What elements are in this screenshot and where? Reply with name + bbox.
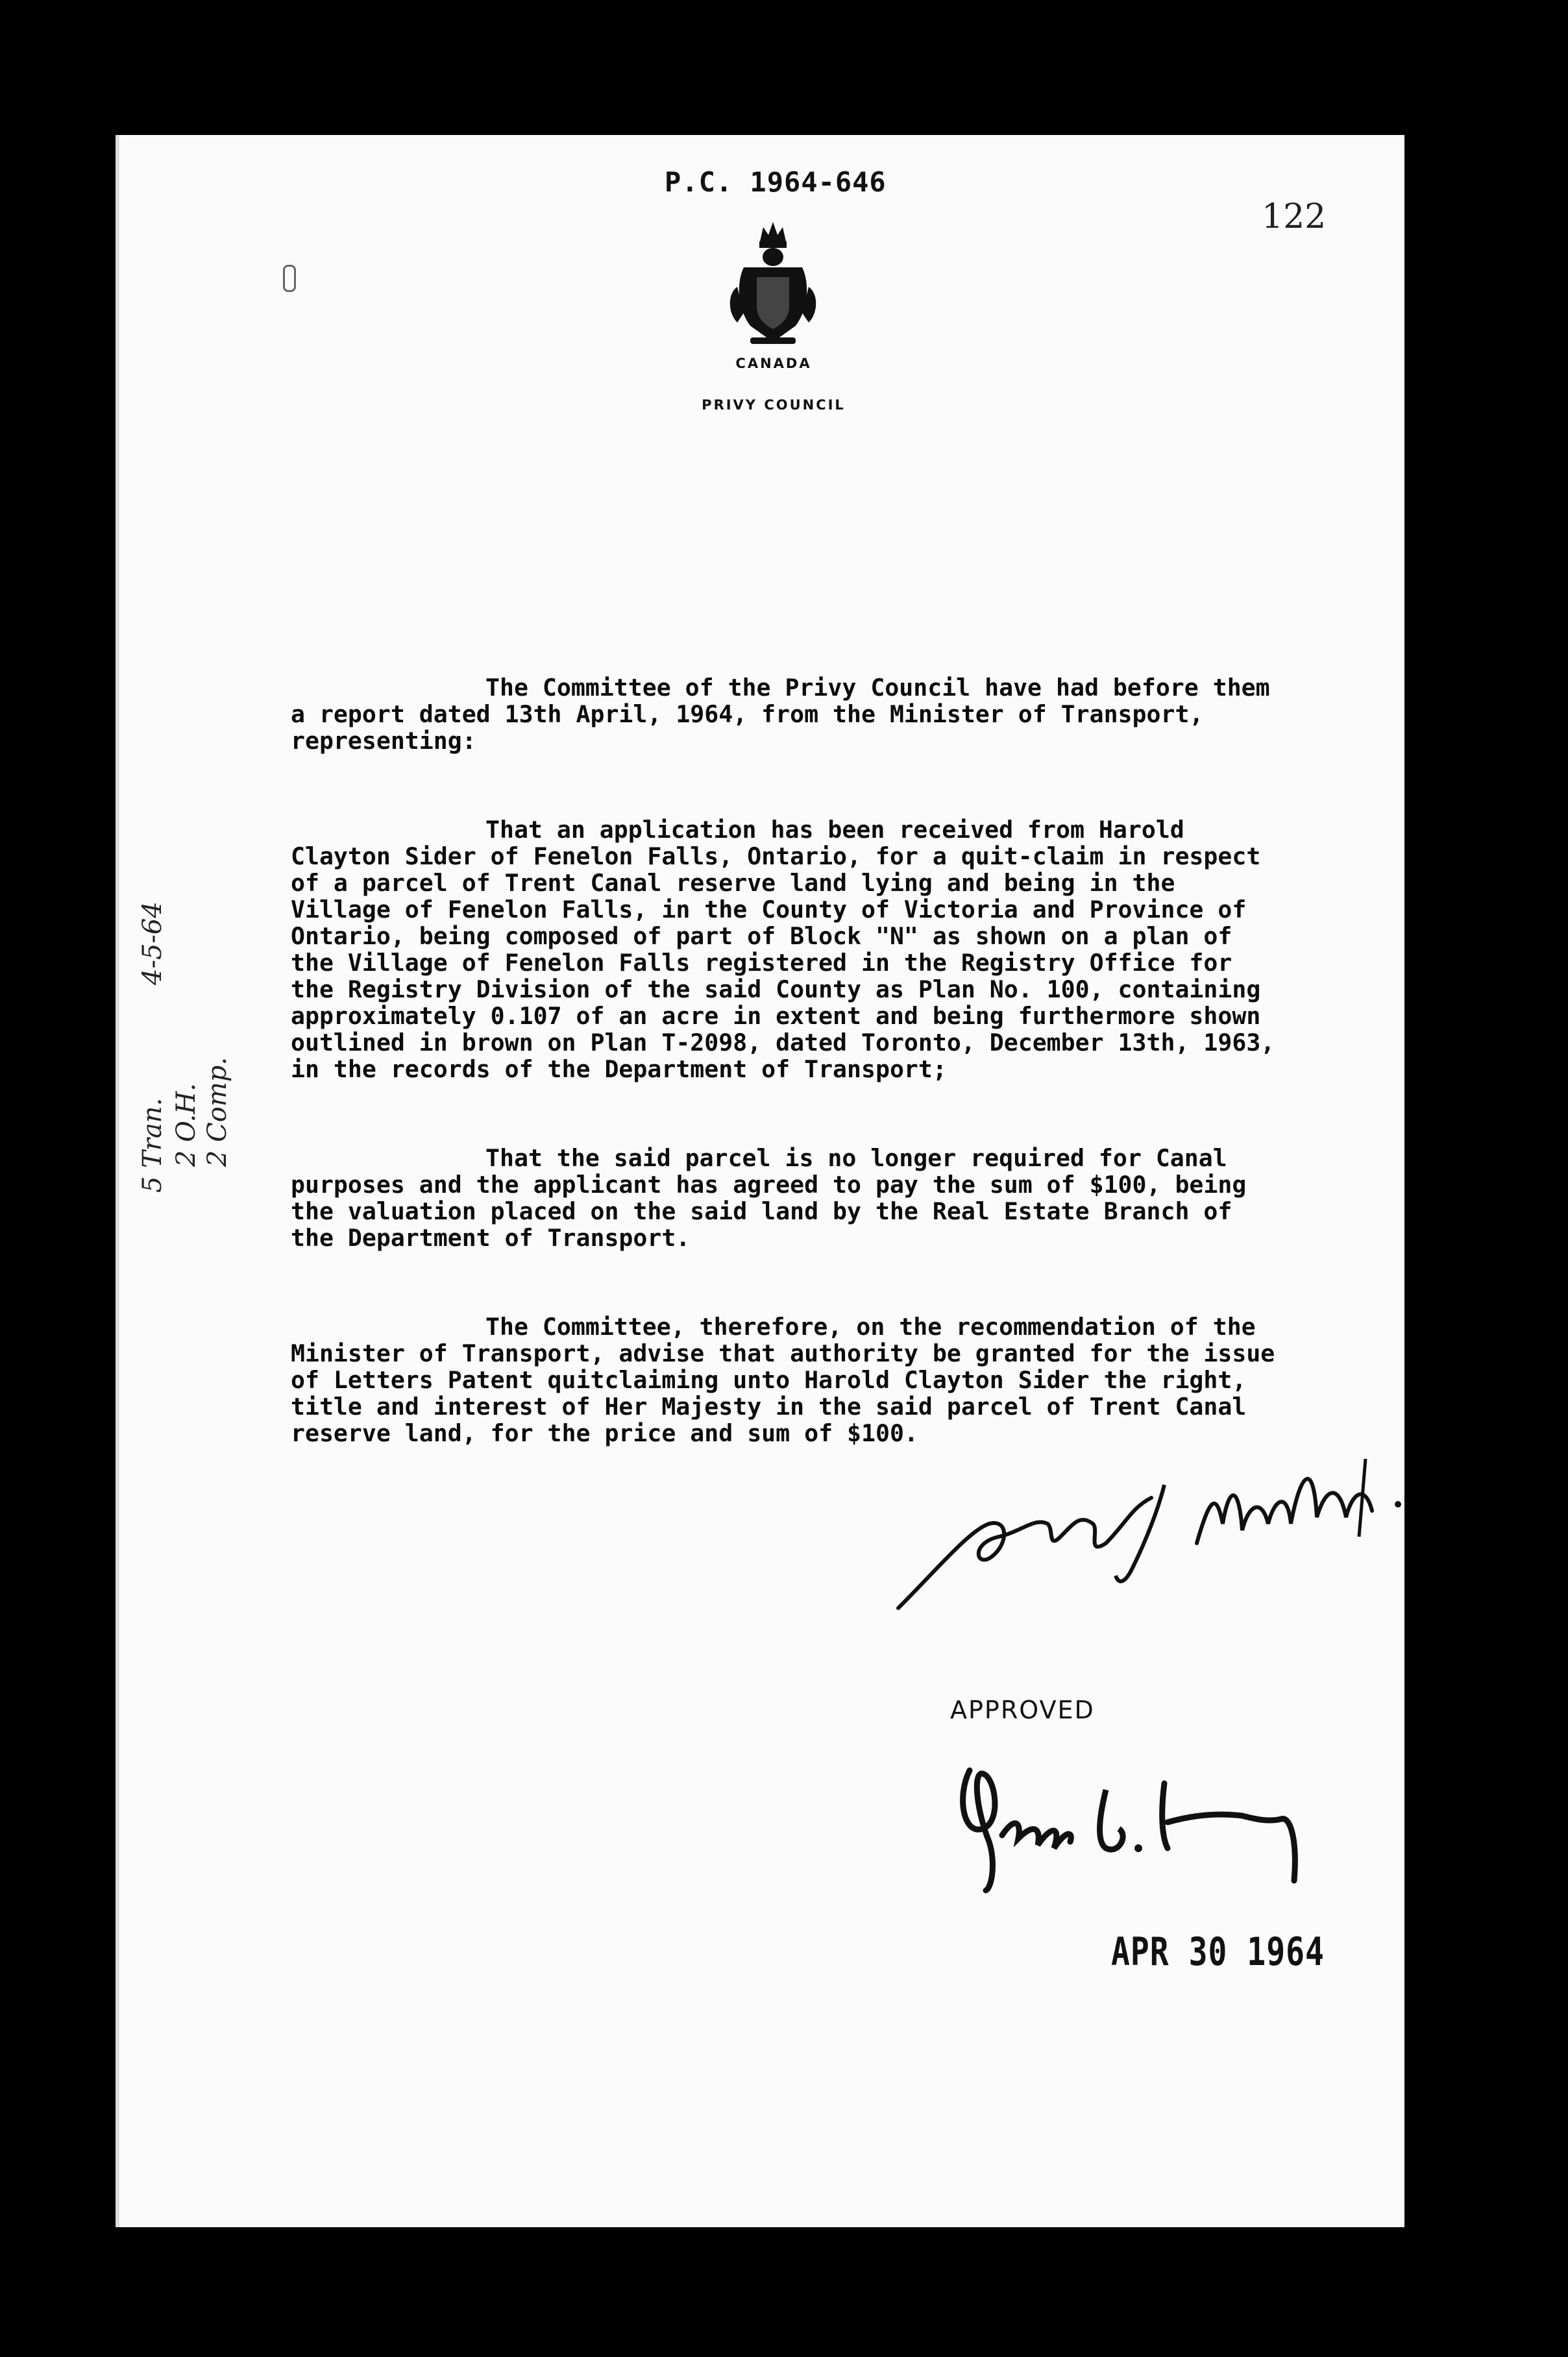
margin-distribution-note [132,836,230,1199]
canada-coat-of-arms-icon [724,215,822,348]
margin-note-line-3: 2 Comp. [202,1056,232,1167]
order-in-council-number: P.C. 1964-646 [665,166,887,198]
paragraph-intro: The Committee of the Privy Council have had before them a report dated 13th April, 1964, from the Minister of Transport, representing: [291,674,1270,755]
approved-label: APPROVED [950,1696,1095,1724]
paragraph-parcel: That the said parcel is no longer required for Canal purposes and the applicant has agreed to pay the sum of $100, being the valuation placed on the said land by the Real Estate Branch of the Department of Transport. [291,1144,1247,1252]
paragraph-recommendation: The Committee, therefore, on the recommendation of the Minister of Transport, advise that authority be granted for the issue of Letters Patent quitclaiming unto Harold Clayton Sider the right, title and interest of Her Majesty in the said parcel of Trent Canal reserve land, for the price and sum of $100. [291,1313,1275,1447]
punch-hole-mark [283,265,296,292]
office-heading: PRIVY COUNCIL [702,397,846,413]
country-heading: CANADA [735,356,812,371]
clerk-signature [859,1446,1417,1615]
margin-note-line-1: 5 Tran. [138,1097,167,1193]
order-body [291,648,1277,1509]
margin-note-line-2: 2 O.H. [171,1083,201,1167]
approver-signature [944,1751,1307,1894]
document-page [116,135,1404,2227]
margin-note-date: 4-5-64 [138,901,167,985]
page-number: 122 [1262,197,1327,236]
paragraph-application: That an application has been received from Harold Clayton Sider of Fenelon Falls, Ontario, for a quit-claim in respect of a parcel of Trent Canal reserve land lying and being in the Village of Fenelon Falls, in the County of Victoria and Province of Ontario, being composed of part of Block "N" as shown on a plan of the Village of Fenelon Falls registered in the Registry Office for the Registry Division of the said County as Plan No. 100, containing approximately 0.107 of an acre in extent and being furthermore shown outlined in brown on Plan T-2098, dated Toronto, December 13th, 1963, in the records of the Department of Transport; [291,816,1275,1083]
approval-date-stamp: APR 30 1964 [1111,1929,1325,1975]
